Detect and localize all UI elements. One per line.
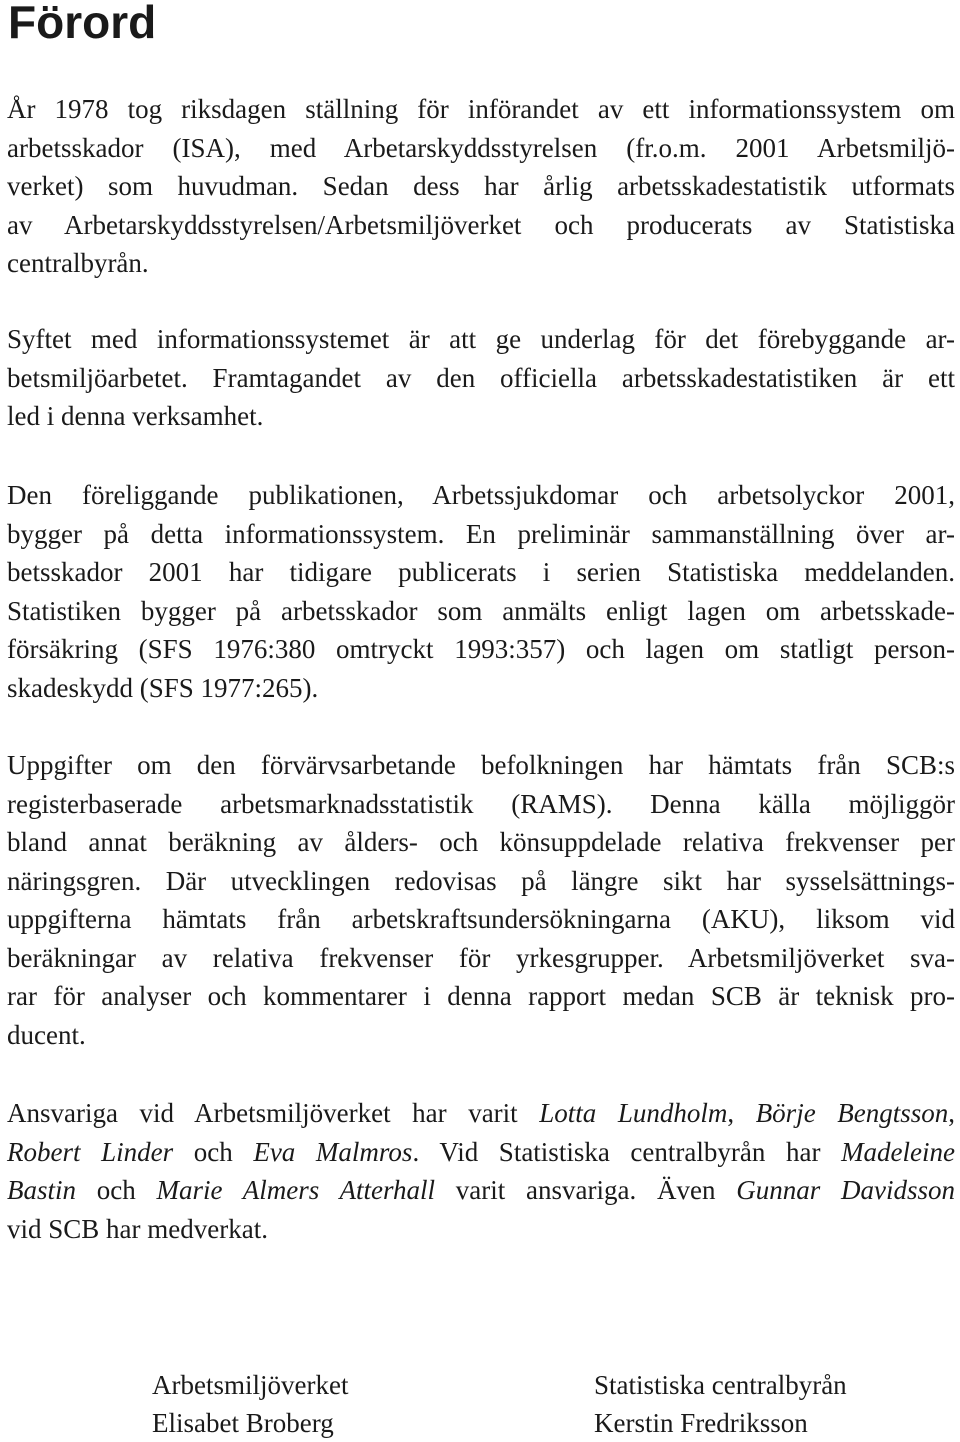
text-line: av Arbetarskyddsstyrelsen/Arbetsmiljöverket och producerats av Statistiska [7, 209, 955, 240]
text-line: bygger på detta informationssystem. En preliminär sammanställning över ar- [7, 518, 955, 549]
text-line: arbetsskador (ISA), med Arbetarskyddsstyrelsen (fr.o.m. 2001 Arbetsmiljö- [7, 132, 955, 163]
text-fragment: och [76, 1175, 157, 1205]
person-name: Bastin [7, 1175, 77, 1205]
person-name: Marie Almers Atterhall [156, 1175, 436, 1205]
text-line: Syftet med informationssystemet är att ge underlag för det förebyggande ar- [7, 324, 955, 354]
paragraph-history [7, 90, 955, 283]
person-name: Madeleine [841, 1136, 956, 1167]
text-line: led i denna verksamhet. [7, 401, 264, 431]
text-line: uppgifterna hämtats från arbetskraftsundersökningarna (AKU), liksom vid [7, 904, 955, 934]
text-line: försäkring (SFS 1976:380 omtryckt 1993:357) och lagen om statligt person- [7, 634, 955, 664]
text-line: År 1978 tog riksdagen ställning för införandet av ett informationssystem om [7, 94, 955, 124]
person-name: Börje Bengtsson [755, 1098, 949, 1128]
text-line: verket) som huvudman. Sedan dess har årlig arbetsskadestatistik utformats [7, 171, 955, 201]
paragraph-purpose [7, 320, 955, 436]
text-line: näringsgren. Där utvecklingen redovisas på längre sikt har sysselsättnings- [7, 865, 955, 896]
signature-organization: Statistiska centralbyrån [594, 1370, 847, 1400]
text-line: rar för analyser och kommentarer i denna rapport medan SCB är teknisk pro- [7, 981, 955, 1011]
text-fragment: och [173, 1136, 254, 1167]
text-line: ducent. [7, 1019, 86, 1050]
text-fragment: vid SCB har medverkat. [7, 1213, 268, 1244]
signature-right [594, 1366, 847, 1442]
text-line [7, 1133, 955, 1172]
person-name: Robert Linder [7, 1136, 174, 1167]
person-name: Gunnar Davidsson [736, 1175, 955, 1205]
page-title: Förord [8, 0, 157, 48]
signature-organization: Arbetsmiljöverket [152, 1370, 349, 1400]
person-name: Lotta Lundholm [539, 1098, 728, 1128]
paragraph-data-sources [7, 746, 955, 1054]
text-line: skadeskydd (SFS 1977:265). [7, 672, 319, 703]
text-line: betsskador 2001 har tidigare publicerats i serien Statistiska meddelanden. [7, 557, 955, 587]
signature-left [152, 1366, 348, 1442]
text-line: centralbyrån. [7, 248, 149, 278]
text-line: bland annat beräkning av ålders- och könsuppdelade relativa frekvenser per [7, 827, 955, 857]
signature-person: Kerstin Fredriksson [594, 1408, 808, 1438]
paragraph-responsible [7, 1094, 955, 1248]
text-line [7, 1094, 955, 1133]
signature-person: Elisabet Broberg [152, 1408, 334, 1438]
text-fragment: , [948, 1098, 955, 1128]
text-line: betsmiljöarbetet. Framtagandet av den officiella arbetsskadestatistiken är ett [7, 362, 955, 393]
text-line [7, 1171, 955, 1210]
text-line: Statistiken bygger på arbetsskador som anmälts enligt lagen om arbetsskade- [7, 595, 955, 626]
text-fragment: , [727, 1098, 756, 1128]
text-line: beräkningar av relativa frekvenser för yrkesgrupper. Arbetsmiljöverket sva- [7, 942, 955, 973]
text-fragment: Ansvariga vid Arbetsmiljöverket har varit [7, 1098, 540, 1128]
text-fragment: . Vid Statistiska centralbyrån har [412, 1136, 842, 1167]
text-fragment: varit ansvariga. Även [435, 1175, 737, 1205]
text-line: Uppgifter om den förvärvsarbetande befolkningen har hämtats från SCB:s [7, 750, 955, 780]
text-line: registerbaserade arbetsmarknadsstatistik (RAMS). Denna källa möjliggör [7, 788, 955, 819]
text-line: Den föreliggande publikationen, Arbetssjukdomar och arbetsolyckor 2001, [7, 480, 955, 510]
person-name: Eva Malmros [253, 1136, 413, 1167]
paragraph-publication [7, 476, 955, 707]
text-line [7, 1210, 955, 1249]
